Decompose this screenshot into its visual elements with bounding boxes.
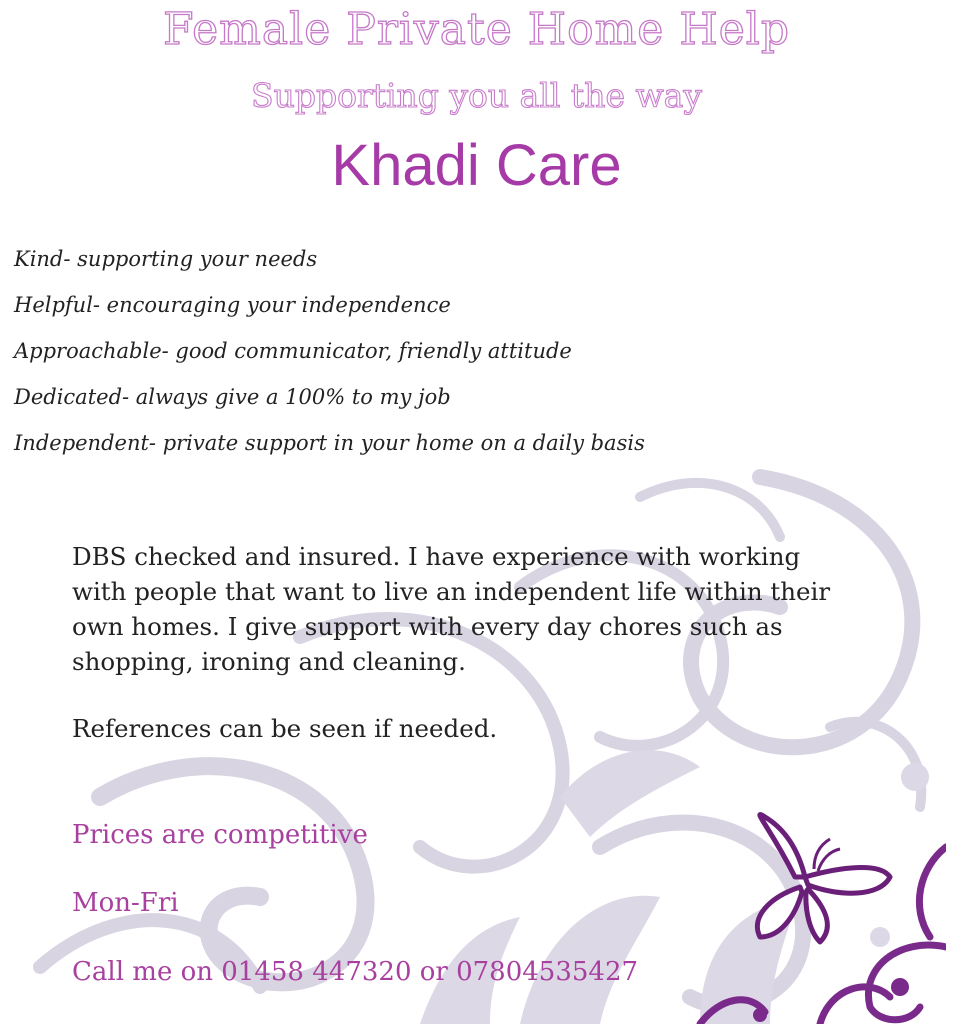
references-text: References can be seen if needed. [72, 714, 498, 743]
days-text: Mon-Fri [72, 888, 179, 918]
quality-approachable: Approachable- good communicator, friendly attitude [14, 339, 572, 363]
quality-helpful: Helpful- encouraging your independence [14, 293, 451, 317]
quality-kind: Kind- supporting your needs [14, 247, 318, 271]
description-block [72, 539, 832, 746]
brand-name: Khadi Care [331, 133, 622, 198]
page-title: Female Private Home Help [163, 4, 790, 55]
quality-dedicated: Dedicated- always give a 100% to my job [14, 385, 451, 409]
page-subtitle: Supporting you all the way [250, 76, 703, 115]
qualities-list [14, 236, 645, 466]
phone-text: Call me on 01458 447320 or 07804535427 [72, 957, 639, 987]
quality-independent: Independent- private support in your home on a daily basis [14, 431, 645, 455]
description-text: DBS checked and insured. I have experience with working with people that want to live an independent life within their own homes. I give support with every day chores such as shopping, ironing and cleaning. [72, 542, 831, 676]
prices-text: Prices are competitive [72, 820, 368, 850]
